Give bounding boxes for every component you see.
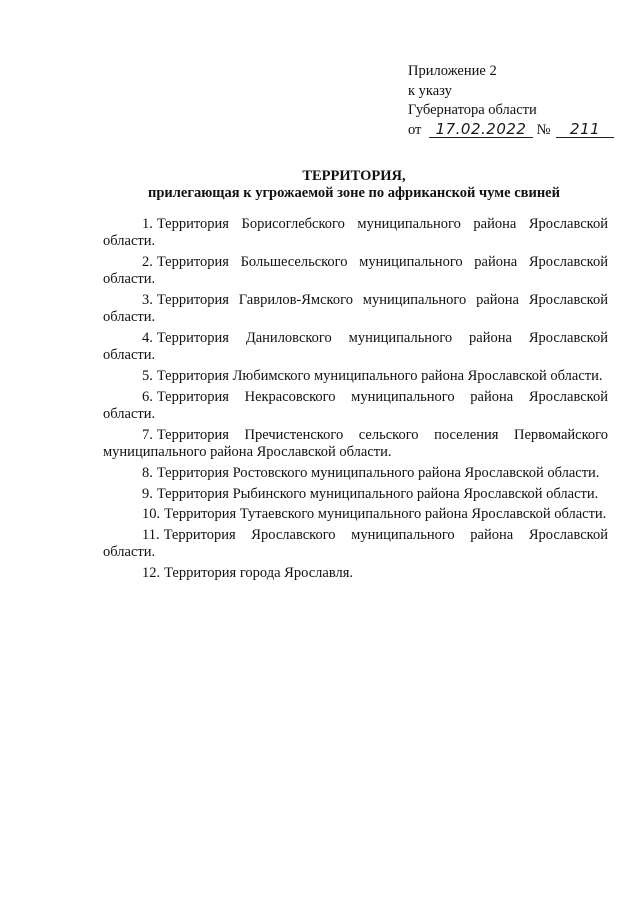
item-number: 8.	[142, 464, 153, 481]
item-text: Территория Большесельского муниципального района Ярославской области.	[103, 254, 608, 288]
item-text: Территория Тутаевского муниципального района Ярославской области.	[164, 506, 607, 523]
list-item	[103, 254, 608, 288]
appendix-date-line	[408, 121, 614, 141]
item-text: Территория Некрасовского муниципального района Ярославской области.	[103, 388, 608, 422]
list-item	[103, 389, 608, 423]
list-item	[103, 427, 608, 461]
document-title: ТЕРРИТОРИЯ,	[302, 168, 406, 184]
item-number: 9.	[142, 485, 153, 502]
item-text: Территория Гаврилов-Ямского муниципального района Ярославской области.	[103, 292, 608, 326]
item-text: Территория Ростовского муниципального района Ярославской области.	[156, 464, 600, 481]
list-item	[103, 368, 608, 385]
list-item	[103, 292, 608, 326]
item-text: Территория Даниловского муниципального района Ярославской области.	[103, 330, 608, 364]
item-text: Территория Борисоглебского муниципального района Ярославской области.	[103, 216, 608, 250]
item-number: 7.	[142, 426, 153, 443]
item-number: 4.	[142, 330, 153, 346]
item-text: Территория Рыбинского муниципального района Ярославской области.	[156, 485, 599, 502]
list-item	[103, 527, 608, 561]
list-item	[103, 330, 608, 364]
item-number: 6.	[142, 388, 153, 405]
date-from-label: от	[408, 121, 422, 138]
item-number: 3.	[142, 292, 153, 308]
item-number: 5.	[142, 368, 153, 384]
list-item	[103, 216, 608, 250]
item-text: Территория города Ярославля.	[164, 565, 354, 582]
item-number: 10.	[142, 506, 161, 523]
item-number: 1.	[142, 216, 153, 232]
list-item	[103, 486, 608, 503]
appendix-authority: Губернатора области	[408, 102, 537, 118]
appendix-number: Приложение 2	[408, 63, 497, 79]
handwritten-number: 211	[556, 121, 614, 138]
appendix-decree-ref: к указу	[408, 82, 452, 99]
document-subtitle: прилегающая к угрожаемой зоне по африканской чуме свиней	[148, 185, 560, 201]
list-item	[103, 465, 608, 482]
item-text: Территория Ярославского муниципального района Ярославской области.	[103, 527, 608, 561]
item-text: Территория Пречистенского сельского поселения Первомайского муниципального района Ярославской области.	[103, 426, 608, 460]
item-text: Территория Любимского муниципального района Ярославской области.	[156, 368, 603, 384]
appendix-block	[408, 62, 614, 140]
list-item	[103, 506, 608, 523]
item-number: 2.	[142, 254, 153, 270]
item-number: 11.	[142, 527, 160, 544]
handwritten-date: 17.02.2022	[429, 121, 533, 138]
number-sign-label: №	[536, 121, 551, 138]
territory-list	[103, 216, 608, 586]
item-number: 12.	[142, 565, 161, 582]
list-item	[103, 565, 608, 582]
